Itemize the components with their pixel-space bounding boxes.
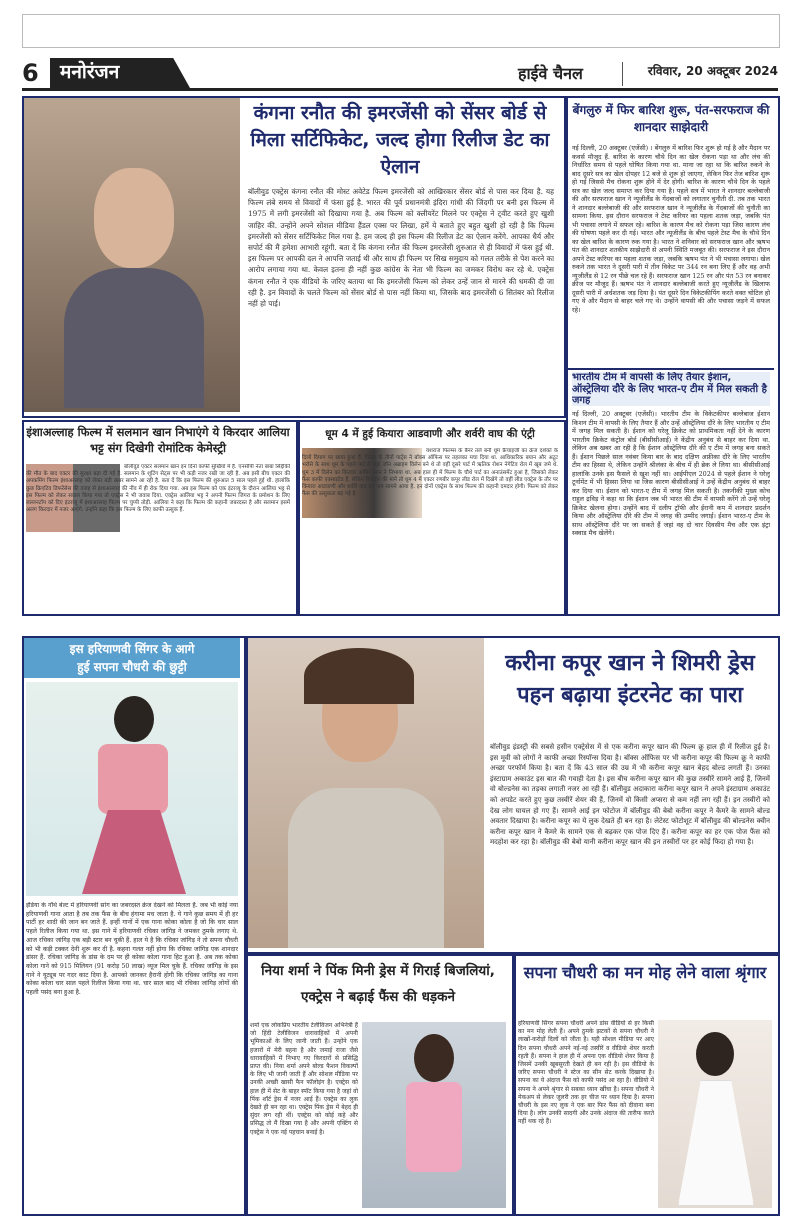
rachika-photo [26, 682, 238, 896]
nia-photo [362, 1022, 506, 1208]
cricket-title-1: बेंगलुरु में फिर बारिश शुरू, पंत-सरफराज की शानदार साझेदारी [572, 103, 770, 134]
sapna-shringar-title: सपना चौधरी का मन मोह लेने वाला श्रृंगार [523, 963, 767, 982]
issue-date: रविवार, 20 अक्टूबर 2024 [647, 64, 778, 78]
section-title: मनोरंजन [60, 61, 120, 83]
sapna-shringar-photo [658, 1020, 772, 1208]
top-ad-box [22, 14, 780, 48]
sapna-shringar-body: हरियाणवी सिंगर सपना चौधरी अपने डांस वीडियो से हर किसी का मन मोह लेती हैं। अपने ठुमके झटकों से सपना चौधरी ने लाखों-करोड़ों दिलों को जीता है। यही सोशल मीडिया पर आए दिन सपना चौधरी अपने नई-नई तस्वीरें व वीडियो शेयर करती रहती हैं। सपना ने हाल ही में अपना एक वीडियो शेयर किया है जिसमें उनकी खूबसूरती देखते ही बन रही है। इस वीडियो के जरिए सपना चौधरी ने स्टेज का सीन सेट करके दिखाया है। सपना का ये अंदाज फैंस को काफी पसंद आ रहा है। वीडियो में सपना ने अपने श्रृंगार से सबका ध्यान खींचा है। सपना चौधरी ने मेकअप से लेकर जूलरी तक हर चीज पर ध्यान दिया है। सपना चौधरी के इस नए लुक ने एक बार फिर फैंस को दीवाना बना दिया है। लोग उनकी सादगी और उनके अंदाज की तारीफ करते नहीं थक रहे हैं। [518, 1020, 654, 1126]
kiara-body: यशराज फिल्म्स के बैनर तले बनी धूम फ्रैंचाइजी का क्रेज दर्शकों के दिलों दिमाग पर छाया हुआ है. फिल्म के तीनों पार्ट्स ने बॉक्स ऑफिस पर तहलका मचा दिया था. आधिकारिक बयान और अटूट भरोसे के साथ धूम के पहले पार्ट में जहां जॉन अब्राहम विलेन बने थे तो वहीं दूसरे पार्ट में ऋतिक रोशन नेगेटिव रोल में खूब जमे थे. धूम 3 में विलेन का किरदार आमिर खान ने निभाया था. अब हाल ही में फिल्म के चौथे पार्ट का अनाउंसमेंट हुआ है, जिसको लेकर फैंस काफी एक्साइटेड हैं. लेकिन रिपोर्ट्स की मानें तो धूम 4 में एक्टर रणबीर कपूर लीड रोल में दिखेंगे तो वहीं लीड एक्ट्रेस के तौर पर कियारा आडवाणी और शर्वरी वाघ का नाम सामने आया है. इन दोनों एक्ट्रेस के साथ फिल्म की कहानी दमदार होगी। फिल्म को लेकर फैंस की उत्सुकता बढ़ गई है. [302, 448, 558, 498]
cricket-body-2: नई दिल्ली, 20 अक्टूबर (एजेंसी)। भारतीय टीम के विकेटकीपर बल्लेबाज ईशान किशन टीम में वापसी के लिए तैयार हैं और उन्हें ऑस्ट्रेलिया दौरे के लिए भारतीय ए टीम में जगह मिल सकती है। ईशान को घरेलू क्रिकेट को प्राथमिकता नहीं देने के कारण भारतीय क्रिकेट कंट्रोल बोर्ड (बीसीसीआई) ने केंद्रीय अनुबंध से बाहर कर दिया था. लेकिन अब खबर आ रही है कि ईशान ऑस्ट्रेलिया दौरे की ए टीम में जगह बना सकते हैं। ईशान पिछले साल नवंबर किया बार के बाद दक्षिण अफ्रीका दौरे के लिए भारतीय टीम का हिस्सा थे, लेकिन उन्होंने श्रीलंका के बीच में ही ब्रेक ले लिया था। बीसीसीआई हालांकि उनके इस फैसले से खुश नहीं था। आईपीएल 2024 से पहले ईशान ने घरेलू टूर्नामेंट में भी हिस्सा लिया था जिस कारण बीसीसीआई ने उन्हें केंद्रीय अनुबंध से बाहर कर दिया था। ईशान को भारत-ए टीम में जगह मिल सकती है। तकनीकी मुख्य कोच राहुल द्रविड़ ने कहा था कि ईशान जब भी भारत की टीम में वापसी करेंगे तो उन्हें घरेलू क्रिकेट खेलना होगा। उन्होंने बाद में दलीप ट्रॉफी और ईरानी कप में शानदार प्रदर्शन किया और ऑस्ट्रेलिया दौरे की टीम में जगह की उम्मीद जगाई। ईशान भारत-ए टीम के साथ ऑस्ट्रेलिया दौरे पर जा सकते हैं जहां वह दो चार दिवसीय मैच और एक इंट्रा स्क्वाड मैच खेलेंगे। [572, 410, 770, 537]
nia-title: निया शर्मा ने पिंक मिनी ड्रेस में गिराई बिजलियां, एक्ट्रेस ने बढ़ाई फैंस की धड़कने [261, 963, 495, 1005]
kangana-photo [24, 98, 240, 412]
cricket-title-2: भारतीय टीम में वापसी के लिए तैयार ईशान, ऑस्ट्रेलिया दौरे के लिए भारत-ए टीम में मिल सकती है जगह [572, 372, 770, 406]
kiara-title: धूम 4 में हुई कियारा आडवाणी और शर्वरी वाघ की एंट्री [325, 428, 535, 440]
sapna-label-line1: इस हरियाणवी सिंगर के आगे [69, 642, 195, 656]
salman-body: बॉलीवुड एक्टर सलमान खान इन दिनों काफी सुर्खियों में हैं. एनसीपी नेता बाबा सिद्दीकी की मौत के बाद एक्टर की सुरक्षा बढ़ा दी गई है. सलमान के शूटिंग सेट्स पर भी कड़ी नजर रखी जा रही है. अब इसी बीच एक्टर की अपकमिंग फिल्म इंशाअल्लाह को लेकर बड़ी खबर सामने आ रही है. बता दें कि इस फिल्म की शुरुआत 5 साल पहले हुई थी. हालांकि कुछ क्रिएटिव डिफरेंसेस की वजह से इंशाअल्लाह की नींव में ही रोक दिया गया. अब इस फिल्म को एक इंटरव्यू के दौरान आलिया भट्ट से इस फिल्म को लेकर सवाल किया गया तो एक्ट्रेस ने भी जवाब दिया. एक्ट्रेस आलिया भट्ट ने अपनी फिल्म जिगरा के प्रमोशन के लिए लल्लनटॉप को दिए इंटरव्यू में इंशाअल्लाह फिल्म पर चुप्पी तोड़ी. आलिया ने कहा कि फिल्म की कहानी जबरदस्त है और सलमान इसमें अलग किरदार में नजर आएंगे. उन्होंने कहा कि इस फिल्म के लिए काफी उत्सुक हैं. [26, 464, 290, 514]
page-number: 6 [22, 59, 39, 87]
kangana-title: कंगना रनौत की इमरजेंसी को सेंसर बोर्ड से मिला सर्टिफिकेट, जल्द होगा रिलीज डेट का ऐलान [250, 102, 550, 178]
sapna-label-line2: हुई सपना चौधरी की छुट्टी [77, 660, 187, 674]
kareena-photo [248, 638, 484, 948]
brand-name: हाईवे चैनल [518, 64, 583, 83]
salman-title: इंशाअल्लाह फिल्म में सलमान खान निभाएंगे ये किरदार आलिया भट्ट संग दिखेगी रोमांटिक केमेस्ट्री [26, 425, 290, 455]
cricket-body-1: नई दिल्ली, 20 अक्टूबर (एजेंसी) । बेंगलुरु में बारिश फिर शुरू हो गई है और मैदान पर कवर्स मौजूद हैं. बारिश के कारण चौथे दिन का खेल रोकना पड़ा था और लंच की निर्धारित समय से पहले घोषित किया गया था. माना जा रहा था कि बारिश रुकने के बाद दूसरे सत्र का खेल दोपहर 12 बजे से शुरू हो जाएगा, लेकिन फिर तेज बारिश शुरू हो गई जिससे मैच रोकना शुरू होने में देर होगी। बारिश के कारण चौथे दिन के पहले सत्र का खेल जल्द समाप्त कर दिया गया है। पहले सत्र में भारत ने शानदार बल्लेबाजी की और सरफराज खान ने न्यूजीलैंड के गेंदबाजों को लगातार चुनौती दी. तब तक भारत ने शानदार बल्लेबाजी की और सरफराज खान ने न्यूजीलैंड के गेंदबाजों की चुनौती का सामना किया. इस दौरान सरफराज ने टेस्ट करियर का पहला शतक जड़ा, जबकि पंत भी पचासा लगाने में सफल रहे। बारिश के कारण मैच को रोकना पड़ा जिस कारण लंच की घोषणा पहले कर दी गई। भारत और न्यूजीलैंड के बीच पहले टेस्ट मैच के चौथे दिन का खेल बारिश के कारण रुक गया है। भारत ने शनिवार को सरफराज खान और ऋषभ पंत की शानदार शतकीय साझेदारी से अपनी स्थिति मजबूत की। सरफराज ने इस दौरान अपने टेस्ट करियर का पहला शतक जड़ा, जबकि ऋषभ पंत ने भी पचासा लगाया। खेल रुकने तक भारत ने दूसरी पारी में तीन विकेट पर 344 रन बना लिए हैं और वह अभी न्यूजीलैंड से 12 रन पीछे चल रहे हैं। सरफराज खान 125 रन और पंत 53 रन बनाकर क्रीज पर मौजूद हैं। ऋषभ पंत ने शानदार बल्लेबाजी करते हुए न्यूजीलैंड के खिलाफ दूसरी पारी में अर्धशतक जड़ दिया है। पंत दूसरे दिन विकेटकीपिंग करते वक्त चोटिल हो गए थे और मैदान से बाहर चले गए थे। उन्होंने वापसी की और पचासा जड़ने में सफल रहे। [572, 144, 770, 314]
header-divider [622, 62, 623, 86]
sapna-body: इंडिया के नॉर्थ बेल्ट में हरियाणवी सांग का जबरदस्त क्रेज देखने को मिलता है. जब भी कोई नया हरियाणवी गाना आता है तब तक फैंस के बीच हंगामा मच जाता है. ये गाने कुछ समय में ही हर पार्टी हर शादी की जान बन जाते हैं. इन्हीं गानों में एक गाना कोका कोला है जो कि चार साल पहले रिलीज किया गया था. इस गाने में हरियाणवी रचिका जांगिड़ ने जमकर ठुमके लगाए थे. आज रचिका जांगिड़ एक बड़ी स्टार बन चुकी हैं. हाल ये है कि रचिका जांगिड़ ने तो सपना चौधरी को भी कड़ी टक्कर देनी शुरू कर दी है. कहना गलत नहीं होगा कि रचिका जांगिड़ एक शानदार डांसर हैं. रचिका जांगिड़ के डांस के दम पर ही कोका कोला गाना हिट हुआ है. अब तक कोका कोला गाने को 915 मिलियन (91 करोड़ 50 लाख) व्यूज मिल चुके हैं. रचिका जांगिड़ के इस गाने ने यूट्यूब पर गदर काट दिया है. आपको जानकर हैरानी होगी कि रचिका जांगिड़ का गाना कोका कोला चार साल पहले रिलीज किया गया था. चार साल बाद भी रचिका जांगिड़ लोगों की पहली पसंद बना हुआ है. [26, 902, 238, 997]
cricket-divider [568, 368, 774, 370]
kareena-body: बॉलीवुड इंडस्ट्री की सबसे हसीन एक्ट्रेसेस में से एक करीना कपूर खान की फिल्म क्रू हाल ही में रिलीज हुई है। इस मूवी को लोगों ने काफी अच्छा रिस्पॉन्स दिया है। बॉक्स ऑफिस पर भी करीना कपूर की फिल्म क्रू ने काफी अच्छा परफॉर्म किया है। बता दें कि 43 साल की उम्र में भी करीना कपूर खान बेहद बोल्ड लगती हैं। उनका इंस्टाग्राम अकाउंट इस बात की गवाही देता है। इस बीच करीना कपूर खान की कुछ तस्वीरें सामने आई हैं, जिनमें वो बोल्डनेस का तड़का लगाती नजर आ रही हैं। बॉलीवुड अदाकारा करीना कपूर खान ने अपने इंस्टाग्राम अकाउंट को अपडेट करते हुए कुछ तस्वीरें शेयर की हैं, जिनमें वो किसी अप्सरा से कम नहीं लग रही हैं। इन तस्वीरों को देख लोग घायल हो गए हैं। सामने आई इन फोटोज में बॉलीवुड की बेबो करीना कपूर ने कैमरे के सामने बोल्ड अवतार दिखाया है। करीना कपूर का ये लुक देखते ही बन रहा है। लेटेस्ट फोटोशूट में बॉलीवुड की बोल्डनेस क्वीन करीना कपूर खान ने कैमरे के सामने एक से बढ़कर एक पोज दिए हैं। करीना कपूर का हर एक पोज फैंस को मदहोश कर रहा है। बॉलीवुड की बेबो यानी करीना कपूर खान की इन तस्वीरों पर हर कोई फिदा हो गया है। [490, 743, 770, 847]
nia-body: शर्मा एक लोकप्रिय भारतीय टेलीविजन अभिनेत्री हैं जो हिंदी टेलीविजन धारावाहिकों में अपनी भूमिकाओं के लिए जानी जाती हैं। उन्होंने एक हजारों में मेरी बहना है और जमाई राजा जैसे धारावाहिकों में निभाए गए किरदारों से प्रसिद्धि प्राप्त की। निया शर्मा अपने बोल्ड फैशन विकल्पों के लिए भी जानी जाती हैं और सोशल मीडिया पर उनकी अच्छी खासी फैन फॉलोइंग है। एक्ट्रेस को हाल ही में सेट के बाहर स्पॉट किया गया है जहां वो पिंक शॉर्ट ड्रेस में नजर आई हैं। एक्ट्रेस का लुक देखते ही बन रहा था। एक्ट्रेस पिंक ड्रेस में बेहद ही सुंदर लग रही थीं। एक्ट्रेस को कोई कहे और प्रसिद्ध तो मैं दिखा गया है और अपनी एक्टिंग से एक्ट्रेस ने एक नई पहचान बनाई है। [250, 1022, 358, 1136]
kangana-body: बॉलीवुड एक्ट्रेस कंगना रनौत की मोस्ट अवेटेड फिल्म इमरजेंसी को आखिरकार सेंसर बोर्ड से पास कर दिया है. यह फिल्म लंबे समय से विवादों में फंसा हुई है. भारत की पूर्व प्रधानमंत्री इंदिरा गांधी की जिंदगी पर बनी इस फिल्म में 1975 में लगी इमरजेंसी को दिखाया गया है. अब फिल्म को क्लीयरेंट मिलने पर एक्ट्रेस ने ट्वीट करते हुए खुशी जाहिर की. उन्होंने अपने सोशल मीडिया हैंडल एक्स पर लिखा, हमें ये बताते हुए बहुत खुशी हो रही है कि फिल्म इमरजेंसी को सेंसर सर्टिफिकेट मिल गया है. हम जल्द ही इस फिल्म की रिलीज डेट का ऐलान करेंगे. आपका धैर्य और सपोर्ट की मैं हमेशा आभारी रहूंगी. बता दें कि कंगना रनौत की फिल्म इमरजेंसी शुरुआत से ही विवादों में फंस हुई थी. इस फिल्म पर आपकी दल ने आपत्ति जताई थी और साथ ही फिल्म पर सिख समुदाय को गलत तरीके से पेश करने का आरोप लगाया गया था. केवल इतना ही नहीं कुछ कांग्रेस के नेता भी फिल्म का जमकर विरोध कर रहे थे. एक्ट्रेस कंगना रनौत ने एक वीडियो के जरिए बताया था कि इमरजेंसी फिल्म को लेकर उन्हें जान से मारने की धमकी दी जा रही है. इन विवादों के चलते फिल्म को सेंसर बोर्ड से पास नहीं किया था, जिसके बाद इमरजेंसी 6 सितंबर को रिलीज नहीं हो पाई। [248, 187, 554, 309]
kareena-title: करीना कपूर खान ने शिमरी ड्रेस पहन बढ़ाया इंटरनेट का पारा [505, 651, 755, 708]
